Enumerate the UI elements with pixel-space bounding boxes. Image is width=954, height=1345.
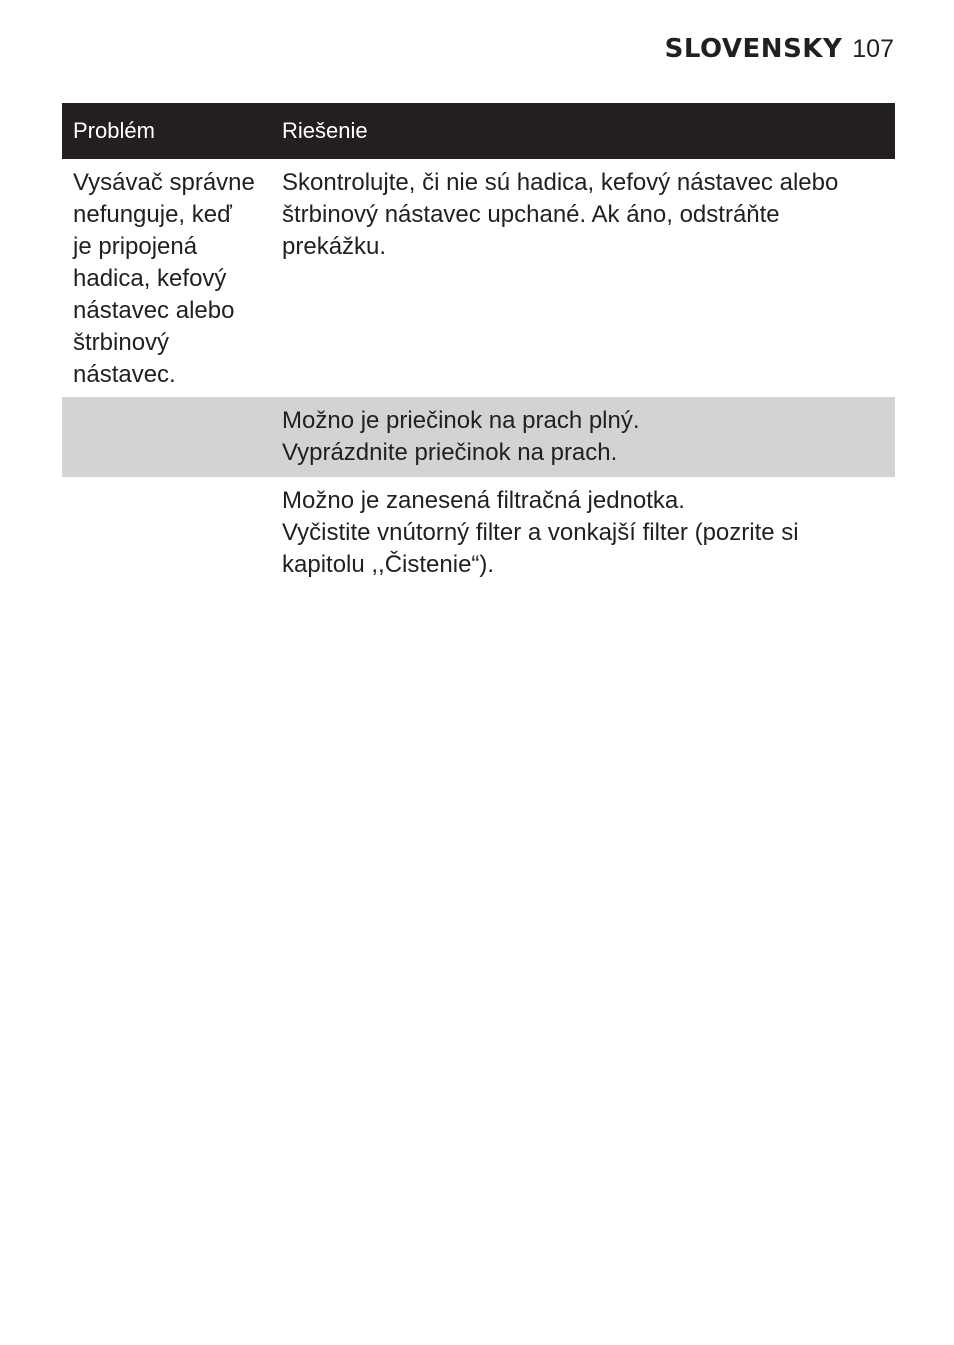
solution-cell: [271, 485, 895, 581]
page-number: 107: [852, 35, 894, 63]
problem-line: je pripojená: [73, 233, 198, 260]
solution-line: štrbinový nástavec upchané. Ak áno, odstráňte: [282, 201, 780, 228]
solution-cell: [271, 405, 895, 469]
problem-line: hadica, kefový: [73, 265, 227, 292]
table-row: [62, 397, 895, 477]
table-row: [62, 477, 895, 589]
problem-line: nástavec.: [73, 361, 176, 388]
solution-line: Vyčistite vnútorný filter a vonkajší filter (pozrite si: [282, 519, 799, 546]
page-header: [665, 34, 894, 64]
column-header-solution: Riešenie: [282, 118, 368, 143]
problem-cell: [62, 167, 271, 391]
problem-line: štrbinový: [73, 329, 170, 356]
solution-line: kapitolu ,,Čistenie“).: [282, 551, 495, 578]
column-header-problem: Problém: [73, 118, 155, 143]
solution-cell: [271, 167, 895, 391]
problem-line: nástavec alebo: [73, 297, 235, 324]
table-row: [62, 159, 895, 397]
problem-line: nefunguje, keď: [73, 201, 232, 228]
solution-line: Skontrolujte, či nie sú hadica, kefový nástavec alebo: [282, 169, 839, 196]
problem-cell: [62, 405, 271, 469]
solution-line: Vyprázdnite priečinok na prach.: [282, 439, 618, 466]
solution-line: prekážku.: [282, 233, 387, 260]
section-title: SLOVENSKY: [664, 34, 843, 64]
problem-line: Vysávač správne: [73, 169, 255, 196]
table-header-row: [62, 103, 895, 159]
solution-line: Možno je priečinok na prach plný.: [282, 407, 640, 434]
solution-line: Možno je zanesená filtračná jednotka.: [282, 487, 685, 514]
troubleshooting-table: [62, 103, 895, 589]
problem-cell: [62, 485, 271, 581]
